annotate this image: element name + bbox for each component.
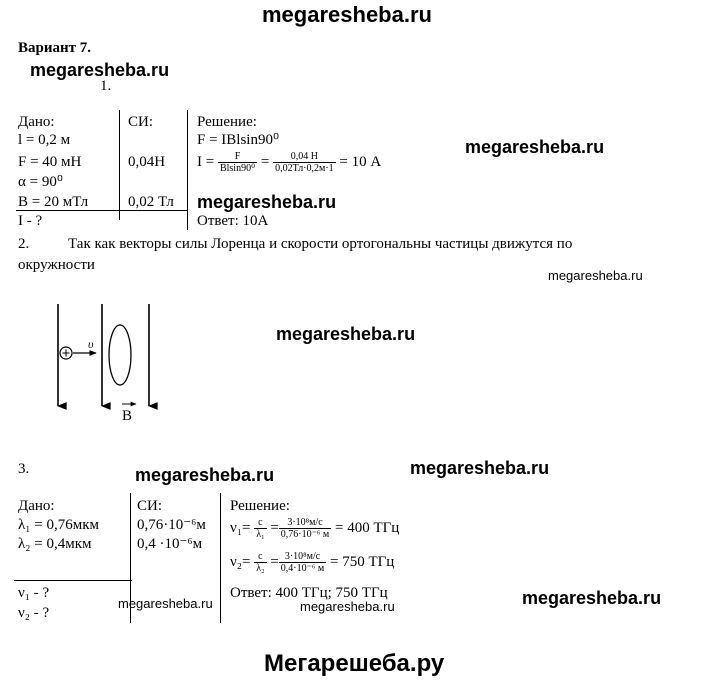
watermark: megaresheba.ru: [548, 268, 643, 283]
find-nu1: ν₁ - ?: [18, 585, 50, 601]
magnetic-field-diagram: [48, 300, 168, 430]
watermark: megaresheba.ru: [522, 588, 662, 608]
si-header: СИ:: [137, 498, 163, 514]
find-current: I - ?: [18, 213, 43, 229]
given-lambda2: λ₂ = 0,4мкм: [18, 536, 92, 552]
given-lambda1: λ₁ = 0,76мкм: [18, 517, 99, 533]
watermark: megaresheba.ru: [197, 192, 337, 212]
task1-number: 1.: [100, 78, 112, 94]
watermark: megaresheba.ru: [276, 324, 416, 344]
si-induction: 0,02 Тл: [128, 194, 174, 210]
task2-text-line2: окружности: [18, 257, 95, 273]
si-lambda1: 0,76·10⁻⁶м: [137, 517, 206, 533]
given-force: F = 40 мН: [18, 154, 82, 170]
watermark: megaresheba.ru: [30, 60, 170, 80]
si-lambda2: 0,4 ·10⁻⁶м: [137, 536, 203, 552]
watermark: megaresheba.ru: [300, 599, 395, 614]
field-label: B: [122, 408, 133, 424]
given-angle: α = 90⁰: [18, 174, 63, 190]
current-formula: I = $\frac{F}{\text{Blsin90⁰}}$ = $\frac{0,04 Н}{0,02Тл\cdot 0,2м\cdot 1}$ = 10 А: [197, 151, 382, 174]
task3-number: 3.: [18, 461, 30, 477]
watermark: megaresheba.ru: [135, 465, 275, 485]
watermark: megaresheba.ru: [118, 596, 213, 611]
watermark: megaresheba.ru: [465, 137, 605, 157]
nu2-formula: ν₂= $\frac{c}{\text{λ₂}}$ = $\frac{\text{3·10⁸м/с}}{\text{0,4·10⁻⁶ м}}$ = 750 ТГц: [230, 551, 395, 574]
circular-trajectory: [109, 325, 131, 385]
si-force: 0,04Н: [128, 154, 166, 170]
watermark: megaresheba.ru: [410, 458, 550, 478]
variant-title: Вариант 7.: [18, 40, 92, 56]
given-header: Дано:: [18, 498, 55, 514]
si-header: СИ:: [128, 114, 154, 130]
task2-text-line1: Так как векторы силы Лоренца и скорости ортогональны частицы движутся по: [68, 236, 573, 252]
given-induction: B = 20 мТл: [18, 194, 89, 210]
task1-answer: Ответ: 10А: [197, 213, 269, 229]
header-watermark: megaresheba.ru: [262, 2, 432, 27]
given-header: Дано:: [18, 114, 55, 130]
velocity-label: υ: [88, 337, 94, 351]
ampere-force-formula: F = IBlsin90⁰: [197, 132, 279, 148]
solution-header: Решение:: [230, 498, 290, 514]
footer-brand: Мегарешеба.ру: [264, 650, 445, 677]
solution-header: Решение:: [197, 114, 257, 130]
task2-number: 2.: [18, 236, 30, 252]
task3-answer: Ответ: 400 ТГц; 750 ТГц: [230, 585, 388, 601]
find-nu2: ν₂ - ?: [18, 605, 50, 621]
given-length: l = 0,2 м: [18, 132, 71, 148]
nu1-formula: ν₁= $\frac{c}{\text{λ₁}}$ = $\frac{\text{3·10⁸м/с}}{\text{0,76·10⁻⁶ м}}$ = 400 ТГц: [230, 517, 400, 540]
